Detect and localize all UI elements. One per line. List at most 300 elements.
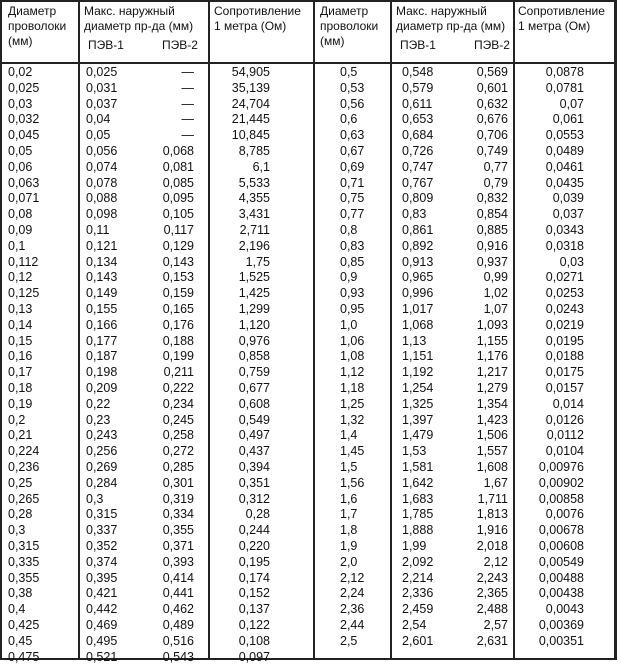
pev1-cell: 0,521 [86,649,118,664]
pev1-cell: 0,996 [402,286,434,301]
pev2-cell: 0,937 [476,254,508,269]
resistance-cell: 0,0343 [545,223,584,237]
pev1-cell: 0,495 [86,633,118,648]
pev2-cell: — [181,65,194,79]
resistance-cell: 0,174 [238,570,270,585]
pev1-cell: 0,098 [86,207,118,222]
pev2-cell: 0,355 [162,523,194,538]
pev1-cell: 0,166 [86,317,118,332]
pev1-cell: 0,143 [86,270,118,285]
diameter-cell: 2,24 [340,586,365,601]
pev2-cell: 1,916 [476,523,508,538]
resistance-cell: 0,00438 [538,586,584,601]
diameter-cell: 0,05 [8,144,33,158]
pev1-cell: 0,031 [86,80,118,95]
pev2-cell: 0,916 [476,238,508,253]
header-left-max-diameter: Макс. наружный диаметр пр-да (мм) [84,4,194,33]
pev2-cell: 0,222 [162,381,194,395]
pev2-cell: 0,105 [162,207,194,222]
diameter-cell: 0,85 [340,254,365,269]
diameter-cell: 0,125 [8,286,40,301]
pev2-cell: 1,423 [476,412,508,427]
pev2-cell: 0,068 [162,144,194,158]
pev2-cell: 0,414 [162,570,194,585]
resistance-cell: 5,533 [238,175,270,190]
pev1-cell: 0,861 [402,223,434,237]
pev1-cell: 0,3 [86,491,104,506]
resistance-cell: 6,1 [252,159,270,174]
pev1-cell: 0,149 [86,286,118,301]
diameter-cell: 0,14 [8,317,33,332]
diameter-cell: 0,355 [8,570,40,585]
resistance-cell: 0,0489 [545,144,584,158]
resistance-cell: 0,0253 [545,286,584,301]
resistance-cell: 0,220 [238,539,270,553]
resistance-cell: 0,0219 [545,317,584,332]
diameter-cell: 0,3 [8,523,26,538]
pev1-cell: 0,395 [86,570,118,585]
pev2-cell: 0,77 [483,159,508,174]
diameter-cell: 0,95 [340,302,365,316]
pev1-cell: 2,336 [402,586,434,601]
pev2-cell: 1,279 [476,381,508,395]
pev2-cell: 0,516 [162,633,194,648]
diameter-cell: 1,25 [340,396,365,411]
diameter-cell: 1,6 [340,491,358,506]
pev2-cell: 0,272 [162,444,194,459]
resistance-cell: 0,039 [552,191,584,206]
resistance-cell: 0,244 [238,523,270,538]
diameter-cell: 0,15 [8,333,33,348]
pev1-cell: 0,037 [86,96,118,111]
diameter-cell: 1,0 [340,317,358,332]
diameter-cell: 1,45 [340,444,365,459]
resistance-cell: 0,394 [238,460,270,474]
pev1-cell: 0,269 [86,460,118,474]
pev2-cell: 1,155 [476,333,508,348]
diameter-cell: 1,06 [340,333,365,348]
pev2-cell: 2,018 [476,539,508,553]
pev1-cell: 1,13 [402,333,427,348]
diameter-cell: 1,5 [340,460,358,474]
diameter-cell: 0,93 [340,286,365,301]
pev1-cell: 0,056 [86,144,118,158]
pev2-cell: 0,153 [162,270,194,285]
diameter-cell: 0,17 [8,365,33,380]
diameter-cell: 2,44 [340,618,365,632]
pev1-cell: 0,05 [86,128,111,143]
pev1-cell: 1,151 [402,349,434,364]
resistance-cell: 0,0157 [545,381,584,395]
resistance-cell: 4,355 [238,191,270,206]
resistance-cell: 0,759 [238,365,270,380]
pev2-cell: 0,143 [162,254,194,269]
pev1-cell: 0,11 [86,223,110,237]
diameter-cell: 2,5 [340,633,358,648]
column-divider [390,2,392,658]
pev2-cell: 0,188 [162,333,194,348]
diameter-cell: 0,16 [8,349,33,364]
diameter-cell: 0,032 [8,112,40,127]
resistance-cell: 0,0878 [545,65,584,79]
pev2-cell: 1,07 [483,302,508,316]
resistance-cell: 0,0243 [545,302,584,316]
resistance-cell: 0,07 [559,96,584,111]
resistance-cell: 1,120 [238,317,270,332]
diameter-cell: 0,71 [340,175,365,190]
resistance-cell: 0,00549 [538,554,584,569]
pev2-cell: 0,489 [162,618,194,632]
resistance-cell: 0,28 [245,507,270,522]
resistance-cell: 1,425 [238,286,270,301]
diameter-cell: 0,18 [8,381,33,395]
resistance-cell: 0,0175 [545,365,584,380]
resistance-cell: 0,00351 [538,633,584,648]
pev1-cell: 1,254 [402,381,434,395]
header-left-pev1: ПЭВ-1 [88,38,124,52]
resistance-cell: 0,097 [238,649,270,664]
resistance-cell: 0,0461 [545,159,584,174]
header-right-pev1: ПЭВ-1 [400,38,436,52]
diameter-cell: 0,025 [8,80,40,95]
pev1-cell: 0,256 [86,444,118,459]
diameter-cell: 1,08 [340,349,365,364]
pev1-cell: 0,23 [86,412,111,427]
header-left-diameter: Диаметр проволоки (мм) [8,4,67,48]
diameter-cell: 0,1 [8,238,26,253]
pev1-cell: 0,209 [86,381,118,395]
pev2-cell: 1,813 [476,507,508,522]
pev1-cell: 2,459 [402,602,434,617]
pev1-cell: 0,442 [86,602,118,617]
diameter-cell: 1,56 [340,475,365,490]
pev2-cell: 1,67 [483,475,508,490]
pev2-cell: 0,371 [162,539,194,553]
pev2-cell: 0,569 [476,65,508,79]
pev1-cell: 1,888 [402,523,434,538]
pev1-cell: 0,187 [86,349,118,364]
pev1-cell: 1,99 [402,539,427,553]
pev2-cell: 0,441 [162,586,194,601]
pev2-cell: — [181,80,194,95]
resistance-cell: 0,014 [552,396,584,411]
pev1-cell: 0,611 [402,96,433,111]
pev1-cell: 0,684 [402,128,434,143]
pev2-cell: 0,258 [162,428,194,443]
resistance-cell: 0,437 [238,444,270,459]
diameter-cell: 0,02 [8,65,33,79]
pev1-cell: 0,074 [86,159,118,174]
header-right-resistance: Сопротивление 1 метра (Ом) [518,4,605,33]
resistance-cell: 0,00369 [538,618,584,632]
resistance-cell: 0,0553 [545,128,584,143]
pev2-cell: 0,301 [162,475,194,490]
diameter-cell: 0,63 [340,128,365,143]
resistance-cell: 0,0271 [545,270,584,285]
diameter-cell: 0,03 [8,96,33,111]
pev2-cell: 0,854 [476,207,508,222]
diameter-cell: 1,8 [340,523,358,538]
resistance-cell: 1,525 [238,270,270,285]
pev2-cell: 0,832 [476,191,508,206]
pev1-cell: 2,214 [402,570,434,585]
pev1-cell: 0,284 [86,475,118,490]
pev1-cell: 0,352 [86,539,118,553]
resistance-cell: 1,299 [238,302,270,316]
pev1-cell: 1,192 [402,365,434,380]
pev1-cell: 0,913 [402,254,434,269]
resistance-cell: 0,976 [238,333,270,348]
pev1-cell: 0,726 [402,144,434,158]
resistance-cell: 0,00976 [538,460,584,474]
diameter-cell: 0,28 [8,507,33,522]
diameter-cell: 0,53 [340,80,365,95]
header-right-diameter: Диаметр проволоки (мм) [320,4,379,48]
resistance-cell: 0,0781 [545,80,584,95]
pev2-cell: 0,245 [162,412,194,427]
pev2-cell: 0,632 [476,96,508,111]
pev2-cell: 0,393 [162,554,194,569]
pev2-cell: 0,319 [162,491,194,506]
pev2-cell: 0,543 [162,649,194,664]
diameter-cell: 0,09 [8,223,33,237]
pev2-cell: — [181,112,194,127]
pev2-cell: 2,57 [483,618,508,632]
pev1-cell: 1,642 [402,475,434,490]
pev2-cell: 0,165 [162,302,194,316]
resistance-cell: 0,497 [238,428,270,443]
resistance-cell: 0,549 [238,412,270,427]
pev1-cell: 0,04 [86,112,111,127]
resistance-cell: 0,0188 [545,349,584,364]
pev1-cell: 2,092 [402,554,434,569]
diameter-cell: 1,12 [340,365,365,380]
pev1-cell: 0,121 [86,238,118,253]
resistance-cell: 0,137 [238,602,270,617]
pev1-cell: 0,315 [86,507,118,522]
diameter-cell: 1,7 [340,507,358,522]
pev2-cell: 0,885 [476,223,508,237]
resistance-cell: 2,711 [239,223,270,237]
resistance-cell: 0,0076 [545,507,584,522]
pev1-cell: 1,683 [402,491,434,506]
pev2-cell: 0,462 [162,602,194,617]
pev2-cell: 2,365 [476,586,508,601]
diameter-cell: 0,315 [8,539,40,553]
pev1-cell: 0,809 [402,191,434,206]
pev1-cell: 0,579 [402,80,434,95]
pev1-cell: 0,155 [86,302,118,316]
resistance-cell: 0,03 [559,254,584,269]
pev2-cell: 1,711 [477,491,508,506]
header-divider [2,62,614,64]
diameter-cell: 0,9 [340,270,358,285]
diameter-cell: 0,2 [8,412,26,427]
diameter-cell: 0,56 [340,96,365,111]
diameter-cell: 0,063 [8,175,40,190]
resistance-cell: 0,608 [238,396,270,411]
pev2-cell: 0,79 [483,175,508,190]
header-left-resistance: Сопротивление 1 метра (Ом) [214,4,301,33]
pev2-cell: 0,706 [476,128,508,143]
pev2-cell: 0,234 [162,396,194,411]
pev2-cell: 0,176 [162,317,194,332]
pev1-cell: 0,548 [402,65,434,79]
diameter-cell: 0,67 [340,144,365,158]
diameter-cell: 0,06 [8,159,33,174]
resistance-cell: 21,445 [231,112,270,127]
diameter-cell: 0,25 [8,475,33,490]
diameter-cell: 0,08 [8,207,33,222]
pev1-cell: 0,374 [86,554,118,569]
resistance-cell: 0,00488 [538,570,584,585]
resistance-cell: 8,785 [238,144,270,158]
pev1-cell: 1,785 [402,507,434,522]
diameter-cell: 0,4 [8,602,26,617]
diameter-cell: 0,19 [8,396,33,411]
column-divider [313,2,315,658]
pev2-cell: 2,12 [483,554,508,569]
diameter-cell: 2,0 [340,554,358,569]
pev1-cell: 0,421 [86,586,118,601]
resistance-cell: 0,858 [238,349,270,364]
pev1-cell: 0,747 [402,159,434,174]
pev2-cell: 1,093 [476,317,508,332]
diameter-cell: 1,9 [340,539,358,553]
pev2-cell: 1,506 [476,428,508,443]
pev1-cell: 0,22 [86,396,111,411]
diameter-cell: 0,13 [8,302,33,316]
pev2-cell: 0,749 [476,144,508,158]
header-left-pev2: ПЭВ-2 [162,38,198,52]
pev2-cell: 0,99 [483,270,508,285]
resistance-cell: 10,845 [231,128,270,143]
resistance-cell: 24,704 [231,96,270,111]
resistance-cell: 0,00858 [538,491,584,506]
pev1-cell: 1,479 [402,428,434,443]
resistance-cell: 0,0195 [545,333,584,348]
resistance-cell: 0,00678 [538,523,584,538]
resistance-cell: 0,677 [238,381,270,395]
pev2-cell: 1,176 [476,349,508,364]
pev1-cell: 0,025 [86,65,118,79]
diameter-cell: 0,045 [8,128,40,143]
pev1-cell: 0,337 [86,523,118,538]
resistance-cell: 35,139 [231,80,270,95]
resistance-cell: 2,196 [238,238,270,253]
pev2-cell: 1,608 [476,460,508,474]
diameter-cell: 0,21 [8,428,33,443]
pev2-cell: 0,199 [162,349,194,364]
resistance-cell: 3,431 [238,207,270,222]
diameter-cell: 0,77 [340,207,365,222]
diameter-cell: 1,18 [340,381,365,395]
resistance-cell: 0,061 [552,112,584,127]
pev1-cell: 0,198 [86,365,118,380]
pev1-cell: 1,325 [402,396,434,411]
pev1-cell: 0,177 [86,333,118,348]
resistance-cell: 0,0318 [545,238,584,253]
pev2-cell: 0,117 [163,223,194,237]
pev2-cell: 1,02 [483,286,508,301]
pev2-cell: 0,285 [162,460,194,474]
resistance-cell: 0,00608 [538,539,584,553]
diameter-cell: 2,12 [340,570,365,585]
resistance-cell: 0,00902 [538,475,584,490]
pev1-cell: 0,088 [86,191,118,206]
pev2-cell: 2,488 [476,602,508,617]
pev2-cell: 0,676 [476,112,508,127]
column-divider [208,2,210,658]
diameter-cell: 0,475 [8,649,40,664]
pev1-cell: 1,53 [402,444,427,459]
diameter-cell: 1,32 [340,412,365,427]
diameter-cell: 0,071 [8,191,40,206]
resistance-cell: 0,108 [238,633,270,648]
pev2-cell: 2,243 [476,570,508,585]
resistance-cell: 0,0104 [545,444,584,459]
pev1-cell: 0,767 [402,175,434,190]
diameter-cell: 1,4 [340,428,358,443]
diameter-cell: 0,224 [8,444,40,459]
pev2-cell: 1,217 [476,365,508,380]
resistance-cell: 0,122 [238,618,270,632]
pev2-cell: 0,334 [162,507,194,522]
diameter-cell: 0,83 [340,238,365,253]
pev2-cell: 0,129 [162,238,194,253]
diameter-cell: 0,265 [8,491,40,506]
resistance-cell: 0,0112 [546,428,584,443]
header-right-pev2: ПЭВ-2 [474,38,510,52]
pev1-cell: 0,653 [402,112,434,127]
pev2-cell: — [181,128,194,143]
diameter-cell: 0,112 [8,254,39,269]
pev1-cell: 2,601 [402,633,434,648]
resistance-cell: 0,0043 [545,602,584,617]
pev2-cell: 2,631 [476,633,508,648]
diameter-cell: 0,8 [340,223,358,237]
pev1-cell: 0,078 [86,175,118,190]
diameter-cell: 2,36 [340,602,365,617]
resistance-cell: 54,905 [231,65,270,79]
pev1-cell: 0,892 [402,238,434,253]
resistance-cell: 0,152 [238,586,270,601]
pev2-cell: 0,095 [162,191,194,206]
pev2-cell: 1,354 [476,396,508,411]
pev1-cell: 1,068 [402,317,434,332]
diameter-cell: 0,38 [8,586,33,601]
resistance-cell: 0,0126 [545,412,584,427]
resistance-cell: 0,037 [552,207,584,222]
diameter-cell: 0,12 [8,270,33,285]
pev1-cell: 1,581 [402,460,434,474]
pev1-cell: 0,134 [86,254,118,269]
pev1-cell: 0,83 [402,207,427,222]
resistance-cell: 0,312 [238,491,270,506]
resistance-cell: 0,0435 [545,175,584,190]
diameter-cell: 0,425 [8,618,40,632]
pev2-cell: 0,601 [476,80,508,95]
pev1-cell: 0,243 [86,428,118,443]
column-divider [513,2,515,658]
diameter-cell: 0,69 [340,159,365,174]
pev2-cell: 1,557 [476,444,508,459]
diameter-cell: 0,335 [8,554,40,569]
diameter-cell: 0,6 [340,112,358,127]
pev1-cell: 1,397 [402,412,434,427]
pev2-cell: 0,085 [162,175,194,190]
pev2-cell: — [181,96,194,111]
